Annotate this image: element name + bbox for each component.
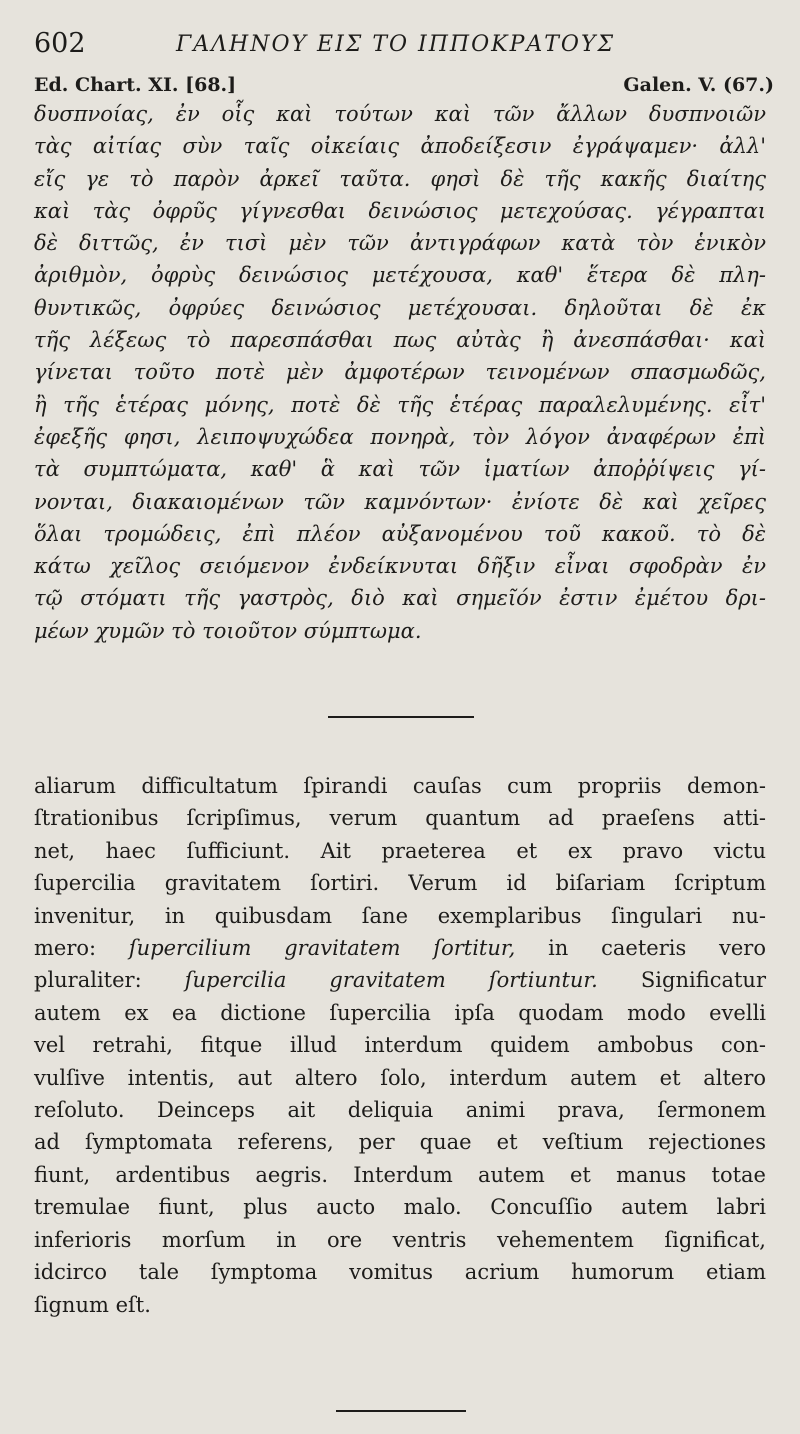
latin-text: Significatur	[640, 968, 766, 993]
latin-line: tremulae fiunt, plus aucto malo. Concuſſio autem labri	[34, 1195, 766, 1220]
greek-line: ἐφεξῆς φησι, λειποψυχώδεα πονηρὰ, τὸν λόγον ἀναφέρων ἐπὶ	[34, 424, 766, 449]
greek-line: γίνεται τοῦτο ποτὲ μὲν ἀμφοτέρων τεινομένων σπασμωδῶς,	[34, 360, 766, 385]
edition-reference-left: Ed. Chart. XI. [68.]	[34, 74, 237, 96]
edition-reference-right: Galen. V. (67.)	[623, 74, 774, 96]
latin-quote-italic: ſupercilium gravitatem ſortitur,	[128, 936, 516, 961]
greek-line: ὅλαι τρομώδεις, ἐπὶ πλέον αὐξανομένου τοῦ κακοῦ. τὸ δὲ	[34, 521, 766, 546]
greek-line: τῆς λέξεως τὸ παρεσπάσθαι πως αὐτὰς ἢ ἀνεσπάσθαι· καὶ	[34, 328, 766, 353]
latin-text: in caeteris vero	[548, 936, 766, 961]
latin-line: ad ſymptomata referens, per quae et veſtium rejectiones	[34, 1130, 766, 1155]
greek-line: καὶ τὰς ὀφρῦς γίγνεσθαι δεινώσιος μετεχούσας. γέγραπται	[34, 198, 766, 223]
greek-line: τῷ στόματι τῆς γαστρὸς, διὸ καὶ σημεῖόν ἐστιν ἐμέτου δρι-	[34, 586, 766, 611]
greek-line: κάτω χεῖλος σειόμενον ἐνδείκνυται δῆξιν εἶναι σφοδρὰν ἐν	[34, 554, 766, 579]
section-divider	[336, 1410, 466, 1412]
latin-line: ſtrationibus ſcripſimus, verum quantum ad praeſens atti-	[34, 806, 766, 831]
latin-quote-italic: ſupercilia gravitatem ſortiuntur.	[184, 968, 598, 993]
latin-text-block	[34, 770, 766, 1321]
latin-line	[34, 964, 766, 996]
latin-line: idcirco tale ſymptoma vomitus acrium humorum etiam	[34, 1260, 766, 1285]
edition-reference-line	[34, 74, 774, 100]
latin-line: ſupercilia gravitatem ſortiri. Verum id biſariam ſcriptum	[34, 871, 766, 896]
greek-line: ἢ τῆς ἑτέρας μόνης, ποτὲ δὲ τῆς ἑτέρας παραλελυμένης. εἶτ'	[34, 392, 766, 417]
greek-line: τὰς αἰτίας σὺν ταῖς οἰκείαις ἀποδείξεσιν ἐγράψαμεν· ἀλλ'	[34, 134, 766, 159]
latin-line: net, haec ſufficiunt. Ait praeterea et ex pravo victu	[34, 838, 766, 863]
page-number: 602	[34, 28, 86, 59]
page-header	[34, 26, 774, 66]
greek-line: νονται, διακαιομένων τῶν καμνόντων· ἐνίοτε δὲ καὶ χεῖρες	[34, 489, 766, 514]
greek-line: εἴς γε τὸ παρὸν ἀρκεῖ ταῦτα. φησὶ δὲ τῆς κακῆς διαίτης	[34, 166, 766, 191]
latin-line: reſoluto. Deinceps ait deliquia animi prava, ſermonem	[34, 1098, 766, 1123]
latin-line: vel retrahi, fitque illud interdum quidem ambobus con-	[34, 1033, 766, 1058]
running-title: ΓΑΛΗΝΟΥ ΕΙΣ ΤΟ ΙΠΠΟΚΡΑΤΟΥΣ	[176, 32, 616, 57]
latin-line: fiunt, ardentibus aegris. Interdum autem et manus totae	[34, 1162, 766, 1187]
greek-text-block	[34, 98, 766, 647]
greek-line: τὰ συμπτώματα, καθ' ἃ καὶ τῶν ἱματίων ἀποῤῥίψεις γί-	[34, 457, 766, 482]
greek-line: θυντικῶς, ὀφρύες δεινώσιος μετέχουσαι. δηλοῦται δὲ ἐκ	[34, 295, 766, 320]
greek-line: μέων χυμῶν τὸ τοιοῦτον σύμπτωμα.	[34, 618, 422, 643]
section-divider	[328, 716, 474, 718]
latin-line: invenitur, in quibusdam ſane exemplaribus ſingulari nu-	[34, 903, 766, 928]
latin-line: aliarum difficultatum ſpirandi cauſas cum propriis demon-	[34, 774, 766, 798]
greek-line: δὲ διττῶς, ἐν τισὶ μὲν τῶν ἀντιγράφων κατὰ τὸν ἑνικὸν	[34, 231, 766, 256]
greek-line: ἀριθμὸν, ὀφρὺς δεινώσιος μετέχουσα, καθ' ἕτερα δὲ πλη-	[34, 263, 766, 288]
latin-line: ſignum eſt.	[34, 1292, 151, 1317]
latin-text: pluraliter:	[34, 968, 142, 993]
latin-line	[34, 932, 766, 964]
latin-text: mero:	[34, 936, 97, 961]
greek-line: δυσπνοίας, ἐν οἷς καὶ τούτων καὶ τῶν ἄλλων δυσπνοιῶν	[34, 102, 766, 126]
latin-line: autem ex ea dictione ſupercilia ipſa quodam modo evelli	[34, 1000, 766, 1025]
latin-line: vulſive intentis, aut altero ſolo, interdum autem et altero	[34, 1065, 766, 1090]
latin-line: inferioris morſum in ore ventris vehementem ſignificat,	[34, 1227, 766, 1252]
